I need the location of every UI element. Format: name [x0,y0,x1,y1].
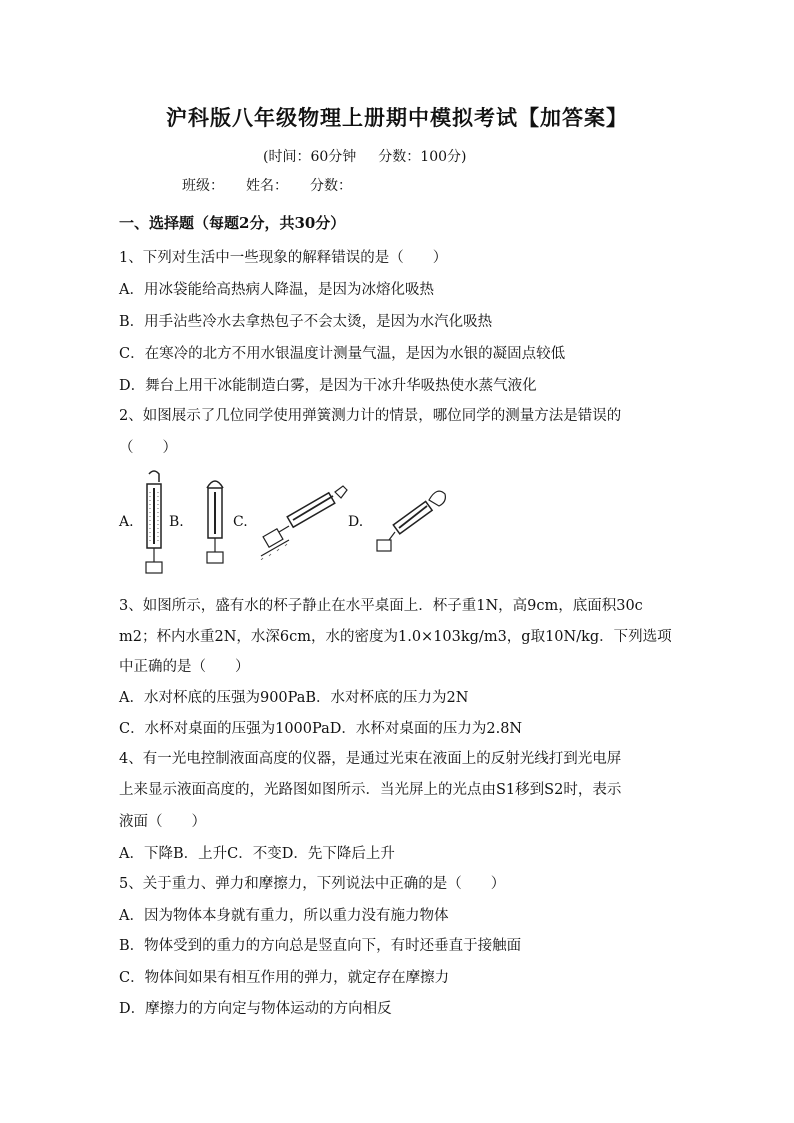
question-4-cont: 上来显示液面高度的，光路图如图所示．当光屏上的光点由S1移到S2时，表示 [119,782,622,798]
figure-label-b: B. [169,514,184,530]
class-label: 班级： [182,178,224,194]
question-3-end: 中正确的是（ ） [119,659,250,675]
q3-options-cd: C．水杯对桌面的压强为1000PaD．水杯对桌面的压力为2.8N [119,721,523,737]
question-2-paren: （ ） [119,440,177,456]
question-3: 3、如图所示，盛有水的杯子静止在水平桌面上．杯子重1N，高9cm，底面积30c [119,598,643,614]
question-1: 1、下列对生活中一些现象的解释错误的是（ ） [119,250,448,266]
total-score: 分数：100分) [378,149,467,165]
q5-option-c: C．物体间如果有相互作用的弹力，就定存在摩擦力 [119,970,450,986]
spring-scale-a-image [137,470,171,576]
page-title: 沪科版八年级物理上册期中模拟考试【加答案】 [166,105,628,130]
q1-option-a: A．用冰袋能给高热病人降温，是因为冰熔化吸热 [119,282,434,298]
student-info [182,175,374,195]
question-5: 5、关于重力、弹力和摩擦力，下列说法中正确的是（ ） [119,876,506,892]
q1-option-b: B．用手沾些冷水去拿热包子不会太烫，是因为水汽化吸热 [119,314,493,330]
time-limit: (时间：60分钟 [263,149,357,165]
q1-option-c: C．在寒冷的北方不用水银温度计测量气温，是因为水银的凝固点较低 [119,346,566,362]
q4-options: A．下降B．上升C．不变D．先下降后上升 [119,846,395,862]
score-label: 分数： [310,178,352,194]
exam-info [263,146,488,166]
spring-scale-d-image [375,478,449,558]
q3-options-ab: A．水对杯底的压强为900PaB．水对杯底的压力为2N [119,690,469,706]
section-heading: 一、选择题（每题2分，共30分） [119,214,346,232]
spring-scale-b-image [199,474,231,566]
question-3-cont: m2；杯内水重2N，水深6cm，水的密度为1.0×103kg/m3，g取10N/kg．下列选项 [119,629,672,645]
q5-option-a: A．因为物体本身就有重力，所以重力没有施力物体 [119,908,449,924]
figure-label-c: C. [233,514,248,530]
spring-scale-figure [119,470,449,580]
question-4-end: 液面（ ） [119,814,206,830]
spring-scale-c-image [259,474,351,560]
name-label: 姓名： [246,178,288,194]
question-4: 4、有一光电控制液面高度的仪器，是通过光束在液面上的反射光线打到光电屏 [119,751,622,767]
question-2: 2、如图展示了几位同学使用弹簧测力计的情景，哪位同学的测量方法是错误的 [119,408,622,424]
q5-option-b: B．物体受到的重力的方向总是竖直向下，有时还垂直于接触面 [119,938,522,954]
q1-option-d: D．舞台上用干冰能制造白雾，是因为干冰升华吸热使水蒸气液化 [119,378,537,394]
figure-label-a: A. [119,514,134,530]
figure-label-d: D. [348,514,364,530]
q5-option-d: D．摩擦力的方向定与物体运动的方向相反 [119,1001,392,1017]
